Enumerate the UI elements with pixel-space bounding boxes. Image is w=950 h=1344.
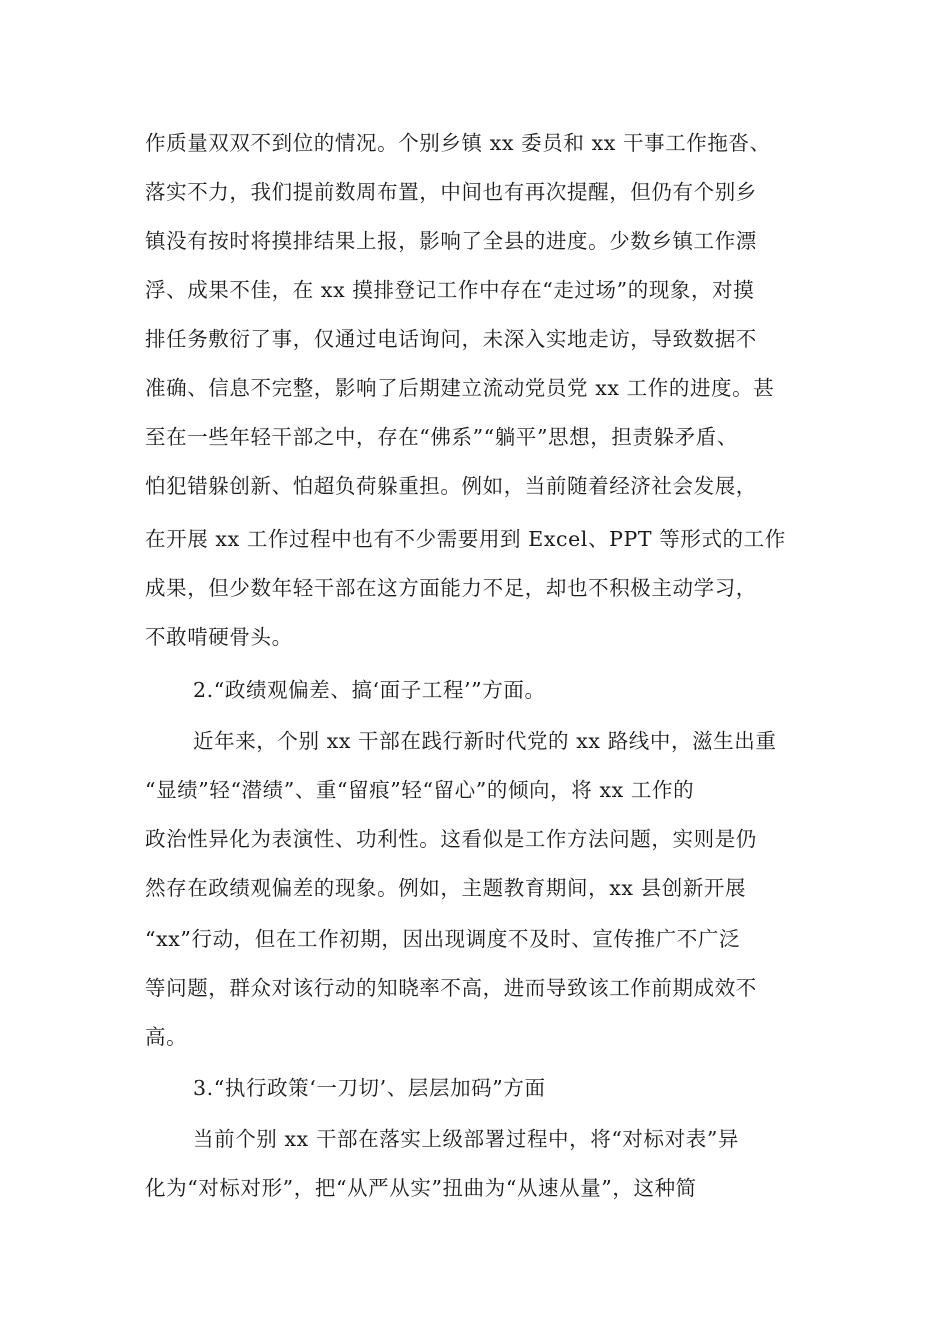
text-line: 不敢啃硬骨头。	[145, 625, 293, 649]
text-line: 当前个别 xx 干部在落实上级部署过程中，将“对标对表”异	[193, 1127, 740, 1151]
text-line: 准确、信息不完整，影响了后期建立流动党员党 xx 工作的进度。甚	[145, 376, 775, 400]
section-heading-2: 2.“政绩观偏差、搞‘面子工程’”方面。	[193, 678, 546, 702]
text-line: 怕犯错躲创新、怕超负荷躲重担。例如，当前随着经济社会发展，	[145, 474, 757, 498]
text-line: 在开展 xx 工作过程中也有不少需要用到 Excel、PPT 等形式的工作	[145, 527, 786, 551]
text-line: 镇没有按时将摸排结果上报，影响了全县的进度。少数乡镇工作漂	[145, 229, 757, 253]
text-line: 化为“对标对形”，把“从严从实”扭曲为“从速从量”，这种简	[145, 1176, 697, 1200]
text-line: 然存在政绩观偏差的现象。例如，主题教育期间，xx 县创新开展	[145, 876, 747, 900]
text-line: 等问题，群众对该行动的知晓率不高，进而导致该工作前期成效不	[145, 976, 757, 1000]
text-line: 政治性异化为表演性、功利性。这看似是工作方法问题，实则是仍	[145, 827, 757, 851]
text-line: 落实不力，我们提前数周布置，中间也有再次提醒，但仍有个别乡	[145, 180, 757, 204]
text-line: “xx”行动，但在工作初期，因出现调度不及时、宣传推广不广泛	[145, 927, 741, 951]
text-line: 近年来，个别 xx 干部在践行新时代党的 xx 路线中，滋生出重	[193, 729, 777, 753]
text-line: 至在一些年轻干部之中，存在“佛系”“躺平”思想，担责躲矛盾、	[145, 425, 738, 449]
text-line: 浮、成果不佳，在 xx 摸排登记工作中存在“走过场”的现象，对摸	[145, 278, 755, 302]
text-line: 作质量双双不到位的情况。个别乡镇 xx 委员和 xx 干事工作拖沓、	[145, 131, 771, 155]
text-line: 排任务敷衍了事，仅通过电话询问，未深入实地走访，导致数据不	[145, 327, 757, 351]
text-line: 成果，但少数年轻干部在这方面能力不足，却也不积极主动学习，	[145, 576, 757, 600]
section-heading-3: 3.“执行政策‘一刀切’、层层加码”方面	[193, 1076, 546, 1100]
text-line: “显绩”轻“潜绩”、重“留痕”轻“留心”的倾向，将 xx 工作的	[145, 778, 695, 802]
text-line: 高。	[145, 1025, 188, 1049]
